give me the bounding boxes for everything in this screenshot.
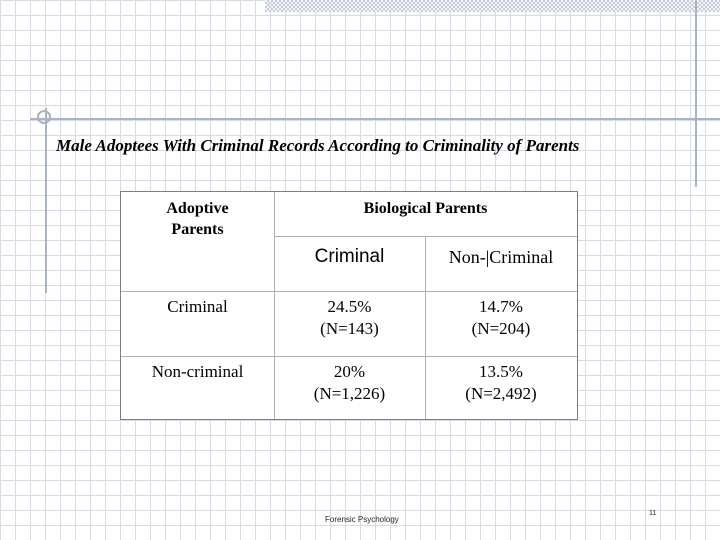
data-table: [120, 191, 578, 420]
cell-percent: 20%: [333, 362, 366, 381]
column-header: [274, 246, 425, 268]
column-header-criminal: Criminal: [314, 246, 385, 267]
row-header-title: [121, 198, 274, 240]
table-cell: [425, 361, 577, 405]
cell-count: (N=2,492): [465, 384, 537, 403]
decorative-vertical-line-right: [695, 0, 697, 187]
decorative-horizontal-line: [30, 118, 720, 120]
column-header: [425, 246, 577, 268]
table-divider-horizontal: [121, 356, 577, 357]
footer-text: Forensic Psychology: [325, 515, 399, 524]
decorative-ring-icon: [37, 110, 51, 124]
row-header-title-line: Parents: [171, 221, 224, 238]
page-number: 11: [649, 510, 657, 517]
column-header-non-criminal: Non-|Criminal: [448, 247, 554, 267]
decorative-top-bar: [265, 0, 720, 12]
cell-count: (N=1,226): [313, 384, 386, 403]
column-group-title: [274, 198, 577, 219]
cell-count: (N=143): [320, 319, 379, 338]
column-group-title-text: Biological Parents: [363, 200, 488, 217]
row-label: [121, 361, 274, 383]
row-header-title-line: Adoptive: [166, 200, 229, 217]
table-cell: [274, 361, 425, 405]
row-label: [121, 296, 274, 318]
cell-percent: 24.5%: [327, 297, 372, 316]
row-label-criminal: Criminal: [167, 297, 228, 316]
table-cell: [425, 296, 577, 340]
table-cell: [274, 296, 425, 340]
cell-percent: 14.7%: [479, 297, 523, 316]
table-divider-horizontal: [121, 291, 577, 292]
cell-count: (N=204): [471, 319, 531, 338]
decorative-vertical-line-left: [45, 108, 47, 293]
slide-title: Male Adoptees With Criminal Records According to Criminality of Parents: [56, 136, 580, 155]
row-label-non-criminal: Non-criminal: [151, 362, 244, 381]
table-divider-horizontal: [274, 236, 577, 237]
cell-percent: 13.5%: [479, 362, 523, 381]
